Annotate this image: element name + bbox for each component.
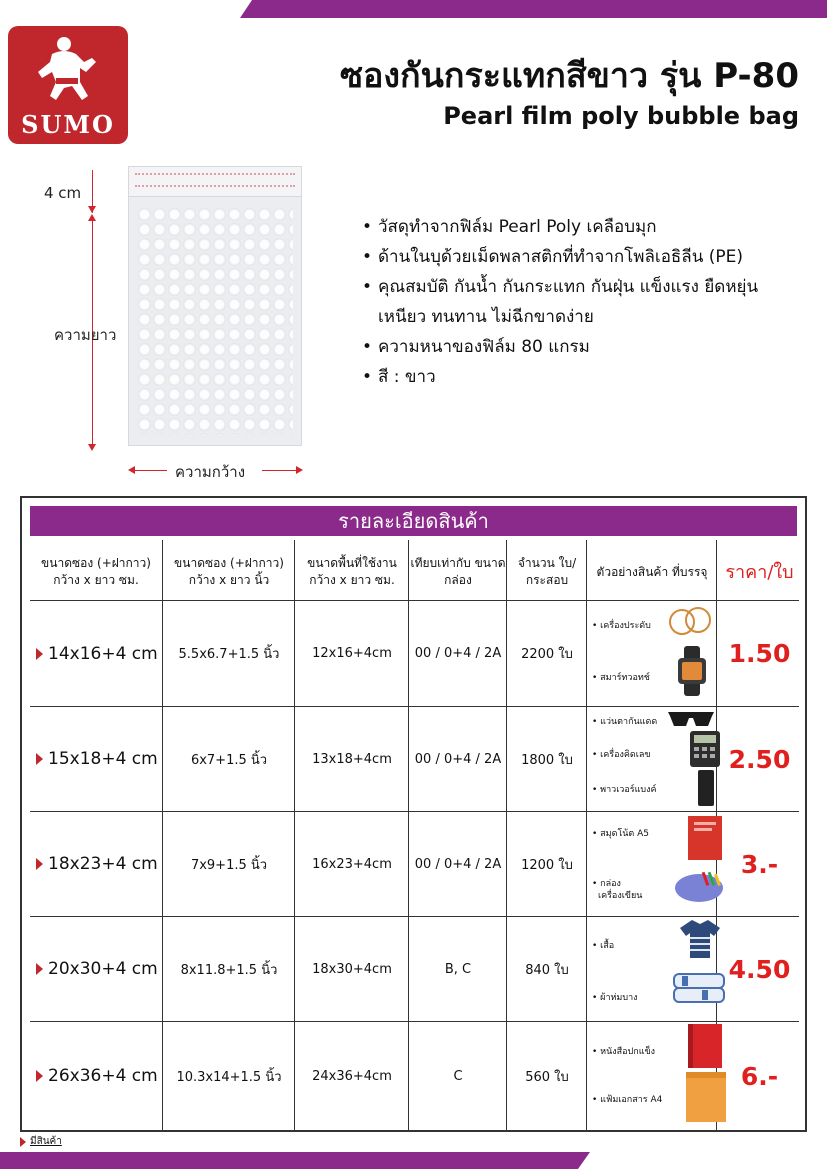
feature-item: • ด้านในบุด้วยเม็ดพลาสติกที่ทำจากโพลิเอธิลีน (PE): [362, 242, 812, 272]
example-label: • แว่นตากันแดด: [592, 717, 658, 727]
header-quantity: จำนวน ใบ/กระสอบ: [517, 556, 577, 587]
size-cm-value: 14x16+4 cm: [48, 643, 158, 664]
table-title: รายละเอียดสินค้า: [30, 506, 797, 536]
usable-area-value: 16x23+4cm: [312, 856, 392, 872]
width-arrow-left-icon: [128, 466, 135, 474]
shirt-icon: [680, 920, 720, 958]
hardcover-book-icon: [688, 1024, 722, 1068]
header-box-size: เทียบเท่ากับ ขนาดกล่อง: [410, 556, 506, 587]
feature-item: • สี : ขาว: [362, 362, 812, 392]
size-cm-value: 18x23+4 cm: [48, 854, 158, 874]
header-examples: ตัวอย่างสินค้า ที่บรรจุ: [596, 564, 708, 579]
page-title-english: Pearl film poly bubble bag: [443, 102, 799, 130]
jewelry-icon: [668, 604, 714, 638]
red-triangle-icon: [36, 648, 43, 660]
price-value: 4.50: [728, 954, 791, 984]
usable-area-value: 18x30+4cm: [312, 961, 392, 977]
bag-flap-tape: [135, 173, 295, 187]
bottom-stripe: [0, 1152, 827, 1169]
example-label: • พาวเวอร์แบงค์: [592, 785, 657, 795]
flap-dimension-label: 4 cm: [44, 184, 82, 202]
size-inch-value: 5.5x6.7+1.5 นิ้ว: [178, 647, 280, 662]
price-value: 1.50: [728, 639, 791, 668]
example-label: • เสื้อ: [592, 941, 615, 951]
example-label: • เครื่องคิดเลข: [592, 750, 651, 760]
box-size-value: C: [453, 1068, 463, 1084]
top-stripe-white: [0, 0, 260, 18]
length-label: ความยาว: [54, 326, 117, 344]
column-divider: [408, 540, 409, 1130]
size-cm-value: 20x30+4 cm: [48, 959, 158, 979]
red-triangle-icon: [20, 1137, 26, 1147]
box-size-value: 00 / 0+4 / 2A: [414, 751, 502, 767]
price-value: 3.-: [740, 849, 779, 879]
sumo-wrestler-icon: [30, 32, 106, 108]
table-row-size-cm: [30, 812, 162, 916]
quantity-value: 840 ใบ: [525, 962, 569, 978]
product-details-table: [20, 496, 807, 1132]
logo-text: SUMO: [21, 110, 115, 139]
feature-item: • คุณสมบัติ กันน้ำ กันกระแทก กันฝุ่น แข็งแรง ยืดหยุ่น: [362, 272, 812, 302]
box-size-value: 00 / 0+4 / 2A: [414, 646, 502, 661]
header-size-inch: ขนาดซอง (+ฝากาว) กว้าง x ยาว นิ้ว: [174, 556, 284, 587]
bag-flap: [129, 167, 301, 197]
quantity-value: 560 ใบ: [525, 1069, 569, 1085]
power-bank-icon: [698, 770, 714, 806]
top-stripe: [0, 0, 827, 18]
calculator-icon: [690, 731, 720, 767]
red-triangle-icon: [36, 858, 43, 870]
column-divider: [294, 540, 295, 1130]
box-size-value: B, C: [444, 961, 472, 977]
header-price: ราคา/ใบ: [725, 561, 794, 583]
column-divider: [586, 540, 587, 1130]
example-label: • แฟ้มเอกสาร A4: [592, 1095, 663, 1105]
top-stripe-purple: [240, 0, 827, 18]
usable-area-value: 24x36+4cm: [312, 1068, 392, 1084]
page-title-thai: ซองกันกระแทกสีขาว รุ่น P-80: [339, 56, 799, 96]
usable-area-value: 12x16+4cm: [312, 646, 392, 661]
quantity-value: 1800 ใบ: [521, 752, 573, 768]
size-inch-value: 10.3x14+1.5 นิ้ว: [176, 1069, 282, 1085]
red-triangle-icon: [36, 753, 43, 765]
table-row-size-cm: [30, 917, 162, 1021]
usable-area-value: 13x18+4cm: [312, 751, 392, 767]
length-arrow-down-icon: [88, 444, 96, 451]
in-stock-note: [20, 1134, 62, 1149]
table-row-size-cm: [30, 1022, 162, 1130]
example-label: • สมุดโน้ต A5: [592, 829, 650, 839]
example-label: • สมาร์ทวอทช์: [592, 673, 650, 683]
header-size-cm: ขนาดซอง (+ฝากาว) กว้าง x ยาว ซม.: [41, 556, 151, 587]
feature-list: [362, 212, 812, 392]
quantity-value: 1200 ใบ: [521, 857, 573, 873]
table-row-size-cm: [30, 601, 162, 706]
example-label: • ผ้าห่มบาง: [592, 993, 638, 1003]
feature-item-continued: เหนียว ทนทาน ไม่ฉีกขาดง่าย: [378, 307, 594, 327]
width-label: ความกว้าง: [175, 463, 246, 481]
column-divider: [162, 540, 163, 1130]
example-label: • เครื่องประดับ: [592, 621, 651, 631]
bag-bubble-pattern: [137, 207, 293, 435]
feature-item: • วัสดุทำจากฟิล์ม Pearl Poly เคลือบมุก: [362, 212, 812, 242]
red-triangle-icon: [36, 963, 43, 975]
size-cm-value: 26x36+4 cm: [48, 1066, 158, 1086]
size-inch-value: 7x9+1.5 นิ้ว: [190, 857, 268, 873]
size-inch-value: 8x11.8+1.5 นิ้ว: [180, 962, 278, 978]
quantity-value: 2200 ใบ: [521, 647, 573, 662]
red-triangle-icon: [36, 1070, 43, 1082]
sunglasses-icon: [668, 710, 714, 728]
size-cm-value: 15x18+4 cm: [48, 749, 158, 769]
sumo-logo: [8, 26, 128, 144]
pencil-case-icon: [674, 868, 724, 904]
feature-item: • ความหนาของฟิล์ม 80 แกรม: [362, 332, 812, 362]
in-stock-label: มีสินค้า: [30, 1136, 62, 1147]
width-dimension-line-right: [262, 470, 298, 471]
flap-dimension-line: [92, 170, 93, 213]
column-divider: [506, 540, 507, 1130]
smartwatch-icon: [674, 646, 710, 696]
width-arrow-right-icon: [296, 466, 303, 474]
price-value: 6.-: [740, 1061, 779, 1091]
table-row-size-cm: [30, 707, 162, 811]
size-inch-value: 6x7+1.5 นิ้ว: [190, 752, 268, 768]
example-label: • กล่อง: [592, 879, 621, 889]
example-label: • หนังสือปกแข็ง: [592, 1047, 656, 1057]
bubble-bag-image: [128, 166, 302, 446]
example-label: เครื่องเขียน: [598, 891, 643, 901]
price-value: 2.50: [728, 744, 791, 774]
box-size-value: 00 / 0+4 / 2A: [414, 856, 502, 872]
notebook-icon: [688, 816, 722, 860]
width-dimension-line-left: [135, 470, 167, 471]
bottom-stripe-purple: [0, 1152, 590, 1169]
header-usable-area: ขนาดพื้นที่ใช้งาน กว้าง x ยาว ซม.: [307, 556, 397, 587]
